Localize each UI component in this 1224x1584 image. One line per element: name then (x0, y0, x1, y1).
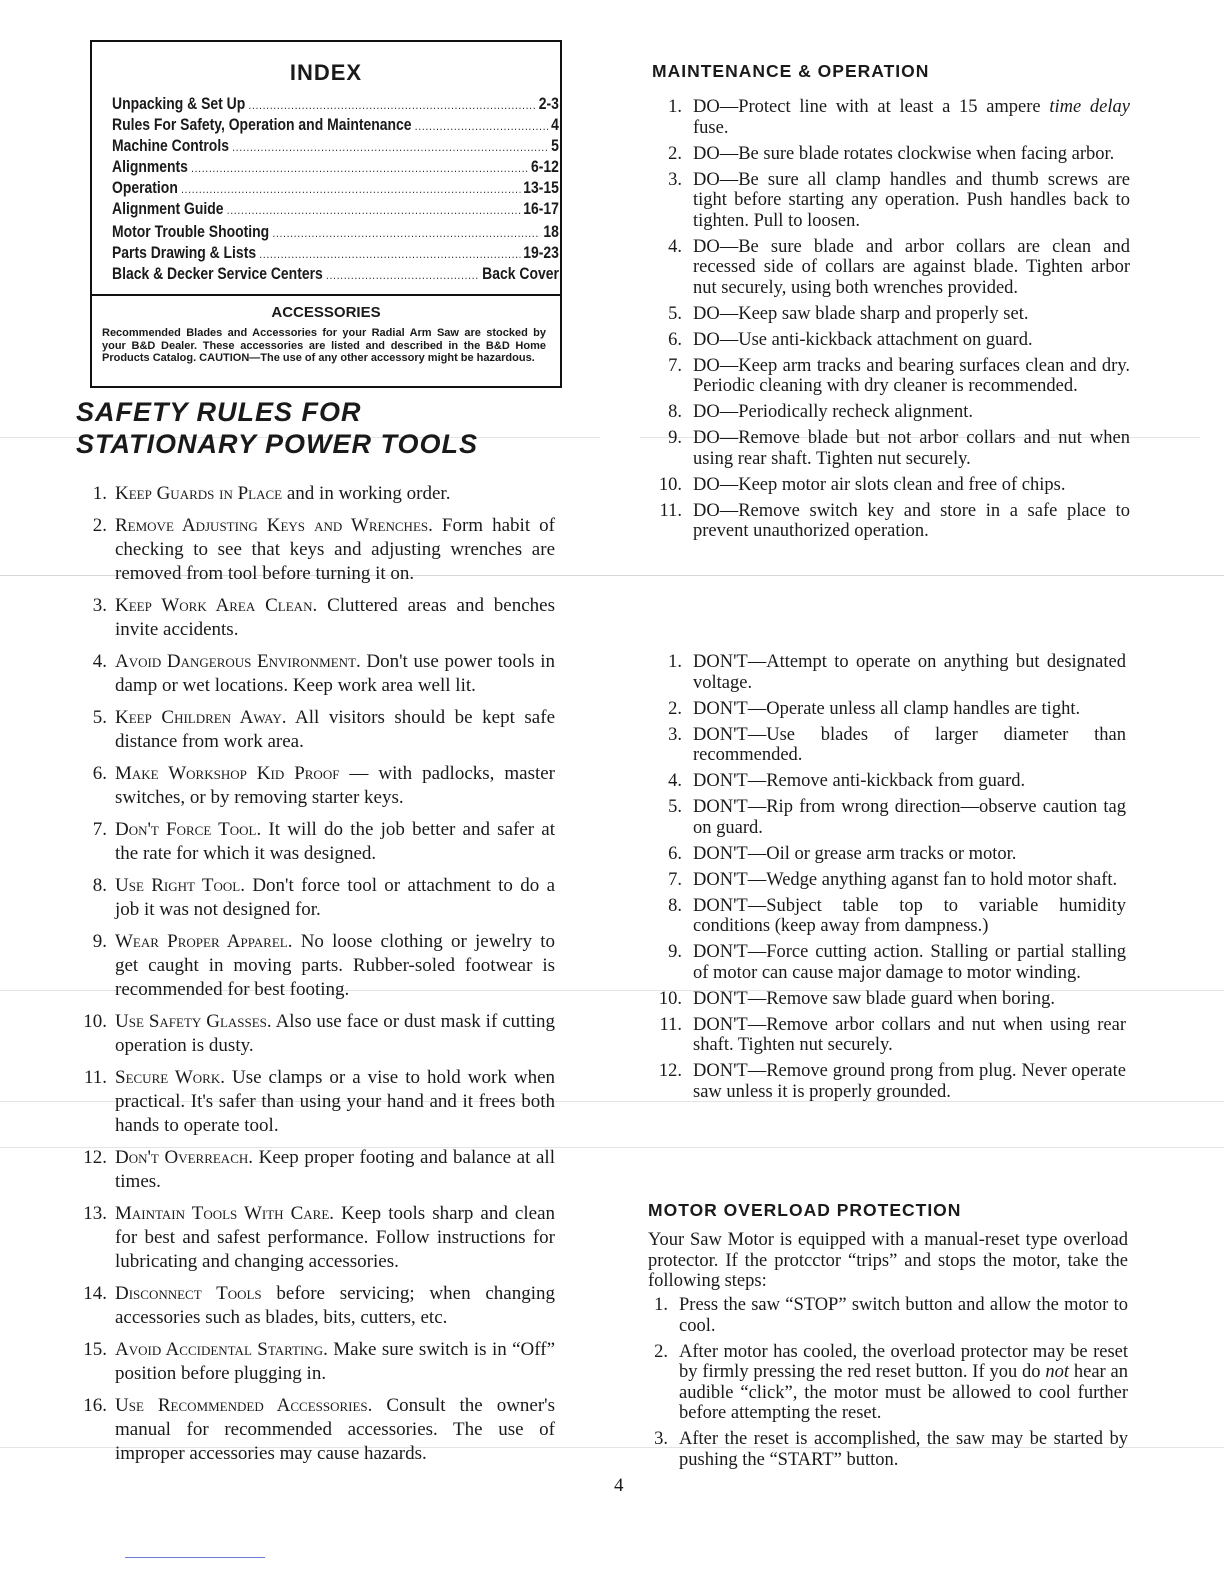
motor-step (648, 1342, 1128, 1424)
index-entry (112, 93, 559, 114)
do-list (648, 97, 1130, 547)
rule-text: Keep proper footing and balance at all times. (115, 1147, 555, 1192)
rule-text: Consult the owner's manual for recommended accessories. The use of improper accessories may cause hazards. (115, 1395, 555, 1464)
index-entry-label: Parts Drawing & Lists (112, 243, 257, 262)
index-entry (112, 221, 559, 242)
item-text: Press the saw “STOP” switch button and allow the motor to cool. (679, 1295, 1128, 1336)
item-number: 5. (668, 303, 682, 324)
rule-number: 12. (83, 1147, 107, 1168)
rule-text: Also use face or dust mask if cutting operation is dusty. (115, 1011, 556, 1056)
index-entry-pages: 6-12 (530, 157, 559, 176)
safety-rule (75, 1010, 555, 1058)
rule-number: 15. (83, 1339, 107, 1360)
index-entry-pages: 16-17 (523, 199, 559, 218)
rule-heading: Keep Children Away. (115, 707, 287, 728)
item-text: DON'T—Remove saw blade guard when boring. (693, 988, 1055, 1009)
rule-heading: Disconnect Tools (115, 1283, 262, 1304)
item-number: 3. (654, 1429, 668, 1449)
rule-heading: Wear Proper Apparel. (115, 931, 293, 952)
index-entry-pages: 4 (551, 115, 559, 134)
leader-dots (249, 93, 536, 114)
leader-dots (326, 263, 479, 284)
do-item (648, 170, 1130, 232)
item-text: DO—Be sure all clamp handles and thumb screws are tight before starting any operation. Push handles back to tighten. Pull to loosen. (693, 169, 1130, 231)
leader-dots (191, 156, 528, 177)
rule-number: 11. (83, 1067, 107, 1088)
rule-number: 9. (92, 931, 107, 952)
rule-number: 3. (92, 595, 107, 616)
rule-number: 4. (92, 651, 107, 672)
item-number: 3. (668, 169, 682, 190)
rule-heading: Don't Force Tool. (115, 819, 262, 840)
index-entry-label: Operation (112, 178, 178, 197)
accessories-title: ACCESSORIES (271, 304, 381, 321)
rule-heading: Use Safety Glasses. (115, 1011, 272, 1032)
rule-text: Make sure switch is in “Off” position before plugging in. (115, 1339, 556, 1384)
item-number: 6. (668, 843, 682, 864)
item-number: 11. (659, 500, 682, 521)
item-number: 6. (668, 329, 682, 350)
rule-number: 2. (92, 515, 107, 536)
index-entry (112, 114, 559, 135)
index-entry (112, 156, 559, 177)
index-entry (112, 135, 559, 156)
rule-heading: Remove Adjusting Keys and Wrenches. (115, 515, 433, 536)
item-text: After motor has cooled, the overload protector may be reset by firmly pressing the red reset button. If you do (679, 1341, 1128, 1382)
index-entry-label: Black & Decker Service Centers (112, 264, 323, 283)
item-text: DON'T—Operate unless all clamp handles are tight. (693, 698, 1081, 719)
item-emphasis: not (1045, 1362, 1070, 1382)
index-entry (112, 242, 559, 263)
dont-item (648, 652, 1126, 693)
index-entry-label: Alignments (112, 157, 188, 176)
index-entry-pages: 5 (551, 136, 559, 155)
rule-number: 13. (83, 1203, 107, 1224)
safety-rule (75, 1202, 555, 1274)
motor-intro: Your Saw Motor is equipped with a manual-reset type overload protector. If the protcctor “trips” and stops the motor, take the following steps: (648, 1230, 1128, 1291)
index-entry-pages: 13-15 (523, 178, 559, 197)
rule-number: 6. (92, 763, 107, 784)
leader-dots (272, 221, 540, 242)
index-entry (112, 198, 559, 219)
index-box (90, 40, 562, 388)
rule-text: Don't force tool or attachment to do a job it was not designed for. (115, 875, 556, 920)
safety-rule (75, 1394, 555, 1466)
rule-heading: Make Workshop Kid Proof (115, 763, 340, 784)
item-number: 11. (659, 1014, 682, 1035)
item-number: 2. (668, 143, 682, 164)
dont-item (648, 1061, 1126, 1102)
item-text: DON'T—Use blades of larger diameter than recommended. (693, 724, 1126, 765)
rule-heading: Don't Overreach. (115, 1147, 254, 1168)
safety-rule (75, 706, 555, 754)
leader-dots (227, 198, 520, 219)
item-number: 3. (668, 724, 682, 745)
item-text: DON'T—Subject table top to variable humidity conditions (keep away from dampness.) (693, 895, 1126, 936)
rule-number: 1. (92, 483, 107, 504)
safety-rule (75, 1338, 555, 1386)
leader-dots (232, 135, 548, 156)
item-text: DO—Remove blade but not arbor collars and nut when using rear shaft. Tighten nut securely. (693, 428, 1130, 469)
rule-heading: Maintain Tools With Care. (115, 1203, 335, 1224)
rule-number: 7. (92, 819, 107, 840)
dont-item (648, 870, 1126, 891)
item-text: DON'T—Remove ground prong from plug. Never operate saw unless it is properly grounded. (693, 1061, 1126, 1102)
index-entry-label: Motor Trouble Shooting (112, 222, 270, 241)
do-item (648, 330, 1130, 351)
dont-item (648, 699, 1126, 720)
rule-heading: Use Recommended Accessories. (115, 1395, 373, 1416)
maintenance-title: MAINTENANCE & OPERATION (652, 61, 930, 81)
rule-number: 16. (83, 1395, 107, 1416)
safety-rule (75, 594, 555, 642)
rule-heading: Use Right Tool. (115, 875, 245, 896)
rule-text: Use clamps or a vise to hold work when practical. It's safer than using your hand and it frees both hands to operate tool. (115, 1067, 556, 1136)
item-text: DO—Use anti-kickback attachment on guard. (693, 329, 1033, 350)
dont-item (648, 725, 1126, 766)
index-entry-label: Unpacking & Set Up (112, 94, 246, 113)
rule-text: and in working order. (282, 483, 451, 504)
dont-item (648, 942, 1126, 983)
rule-number: 5. (92, 707, 107, 728)
item-number: 2. (654, 1341, 668, 1362)
leader-dots (259, 242, 520, 263)
rule-heading: Secure Work. (115, 1067, 225, 1088)
item-number: 9. (668, 428, 682, 448)
item-text: DO—Keep motor air slots clean and free of chips. (693, 474, 1066, 495)
index-entry-label: Alignment Guide (112, 199, 224, 218)
item-number: 10. (658, 988, 682, 1009)
divider (92, 294, 560, 296)
item-number: 8. (668, 895, 682, 916)
safety-title-line1: SAFETY RULES FOR (76, 397, 362, 427)
do-item (648, 304, 1130, 325)
item-text: DO—Be sure blade and arbor collars are clean and recessed side of collars are against blade. Tighten arbor nut securely, using both wrenches provided. (693, 236, 1130, 298)
item-number: 2. (668, 698, 682, 719)
safety-title-line2: STATIONARY POWER TOOLS (76, 429, 479, 459)
page-number: 4 (614, 1475, 624, 1496)
index-entry-label: Machine Controls (112, 136, 229, 155)
dont-item (648, 771, 1126, 792)
do-item (648, 144, 1130, 165)
rule-text: It will do the job better and safer at the rate for which it was designed. (115, 819, 555, 864)
safety-rule (75, 818, 555, 866)
rule-heading: Keep Guards in Place (115, 483, 283, 504)
motor-steps-list (648, 1295, 1128, 1476)
rule-number: 10. (83, 1011, 107, 1032)
item-text: DO—Protect line with at least a 15 ampere (693, 97, 1050, 117)
rule-heading: Avoid Accidental Starting. (115, 1339, 328, 1360)
item-text: DO—Keep arm tracks and bearing surfaces clean and dry. Periodic cleaning with dry cleaner is recommended. (693, 355, 1130, 396)
do-item (648, 501, 1130, 542)
index-entry-pages: 18 (543, 222, 559, 241)
item-number: 12. (658, 1061, 682, 1081)
accessories-text: Recommended Blades and Accessories for your Radial Arm Saw are stocked by your B&D Dealer. These accessories are listed and described in the B&D Home Products Catalog. CAUTION—The use of any other accessory might be hazardous. (102, 327, 546, 364)
rule-text: All visitors should be kept safe distance from work area. (115, 707, 556, 752)
rule-text: — with padlocks, master switches, or by removing starter keys. (115, 763, 555, 808)
safety-rule (75, 874, 555, 922)
item-text: hear an audible “click”, the motor must be allowed to cool further before attempting the reset. (679, 1362, 1128, 1423)
safety-rule (75, 514, 555, 586)
motor-step (648, 1429, 1128, 1470)
item-text: fuse. (693, 117, 729, 138)
safety-rule (75, 482, 555, 506)
rule-text: Form habit of checking to see that keys and adjusting wrenches are removed from tool before turning it on. (115, 515, 555, 584)
rule-heading: Avoid Dangerous Environment. (115, 651, 361, 672)
item-number: 1. (668, 652, 682, 672)
item-number: 4. (668, 771, 682, 791)
item-text: DO—Keep saw blade sharp and properly set. (693, 303, 1029, 324)
rule-text: before servicing; when changing accessories such as blades, bits, cutters, etc. (115, 1283, 555, 1328)
safety-rule (75, 762, 555, 810)
safety-rule (75, 650, 555, 698)
item-number: 4. (668, 236, 682, 257)
item-text: DON'T—Wedge anything aganst fan to hold motor shaft. (693, 869, 1118, 890)
motor-overload-title: MOTOR OVERLOAD PROTECTION (648, 1200, 962, 1220)
item-text: DON'T—Attempt to operate on anything but designated voltage. (693, 652, 1126, 693)
item-text: DO—Be sure blade rotates clockwise when facing arbor. (693, 143, 1115, 164)
dont-list (648, 652, 1126, 1108)
item-number: 7. (668, 869, 682, 890)
rule-heading: Keep Work Area Clean. (115, 595, 318, 616)
dont-item (648, 797, 1126, 838)
dont-item (648, 844, 1126, 865)
item-number: 10. (658, 474, 682, 495)
safety-rule (75, 1066, 555, 1138)
item-emphasis: time delay (1049, 97, 1130, 117)
item-text: DON'T—Rip from wrong direction—observe caution tag on guard. (693, 797, 1126, 838)
safety-rule (75, 1282, 555, 1330)
rule-text: Keep tools sharp and clean for best and safest performance. Follow instructions for lubricating and changing accessories. (115, 1203, 555, 1272)
item-text: DON'T—Oil or grease arm tracks or motor. (693, 843, 1017, 864)
item-number: 8. (668, 402, 682, 422)
divider (125, 1557, 265, 1558)
dont-item (648, 896, 1126, 937)
item-text: DO—Remove switch key and store in a safe place to prevent unauthorized operation. (693, 500, 1130, 541)
do-item (648, 97, 1130, 138)
do-item (648, 402, 1130, 423)
index-entry-pages: 19-23 (523, 243, 559, 262)
rule-number: 8. (92, 875, 107, 896)
safety-rule (75, 1146, 555, 1194)
safety-title (76, 396, 478, 460)
item-text: DON'T—Remove anti-kickback from guard. (693, 771, 1026, 791)
item-text: DON'T—Remove arbor collars and nut when using rear shaft. Tighten nut securely. (693, 1014, 1126, 1055)
index-entry (112, 177, 559, 198)
index-entry (112, 263, 559, 284)
item-number: 5. (668, 797, 682, 817)
item-number: 1. (668, 97, 682, 117)
item-text: After the reset is accomplished, the saw may be started by pushing the “START” button. (679, 1429, 1128, 1470)
index-title: INDEX (289, 60, 363, 85)
dont-item (648, 989, 1126, 1010)
index-entry-pages: 2-3 (538, 94, 559, 113)
index-list (112, 93, 559, 284)
dont-item (648, 1015, 1126, 1056)
safety-rule (75, 930, 555, 1002)
rule-text: Don't use power tools in damp or wet locations. Keep work area well lit. (115, 651, 555, 696)
do-item (648, 475, 1130, 496)
index-entry-pages: Back Cover (482, 264, 559, 283)
do-item (648, 356, 1130, 397)
leader-dots (415, 114, 548, 135)
motor-step (648, 1295, 1128, 1336)
do-item (648, 237, 1130, 299)
item-number: 7. (668, 355, 682, 376)
rule-text: Cluttered areas and benches invite accidents. (115, 595, 555, 640)
do-item (648, 428, 1130, 469)
leader-dots (181, 177, 520, 198)
item-text: DON'T—Force cutting action. Stalling or partial stalling of motor can cause major damage to motor winding. (693, 942, 1126, 983)
rule-text: No loose clothing or jewelry to get caught in moving parts. Rubber-soled footwear is recommended for best footing. (115, 931, 555, 1000)
item-text: DO—Periodically recheck alignment. (693, 402, 973, 422)
item-number: 9. (668, 942, 682, 962)
safety-rules-list (75, 482, 555, 1474)
rule-number: 14. (83, 1283, 107, 1304)
item-number: 1. (654, 1295, 668, 1315)
index-entry-label: Rules For Safety, Operation and Maintenance (112, 115, 412, 134)
